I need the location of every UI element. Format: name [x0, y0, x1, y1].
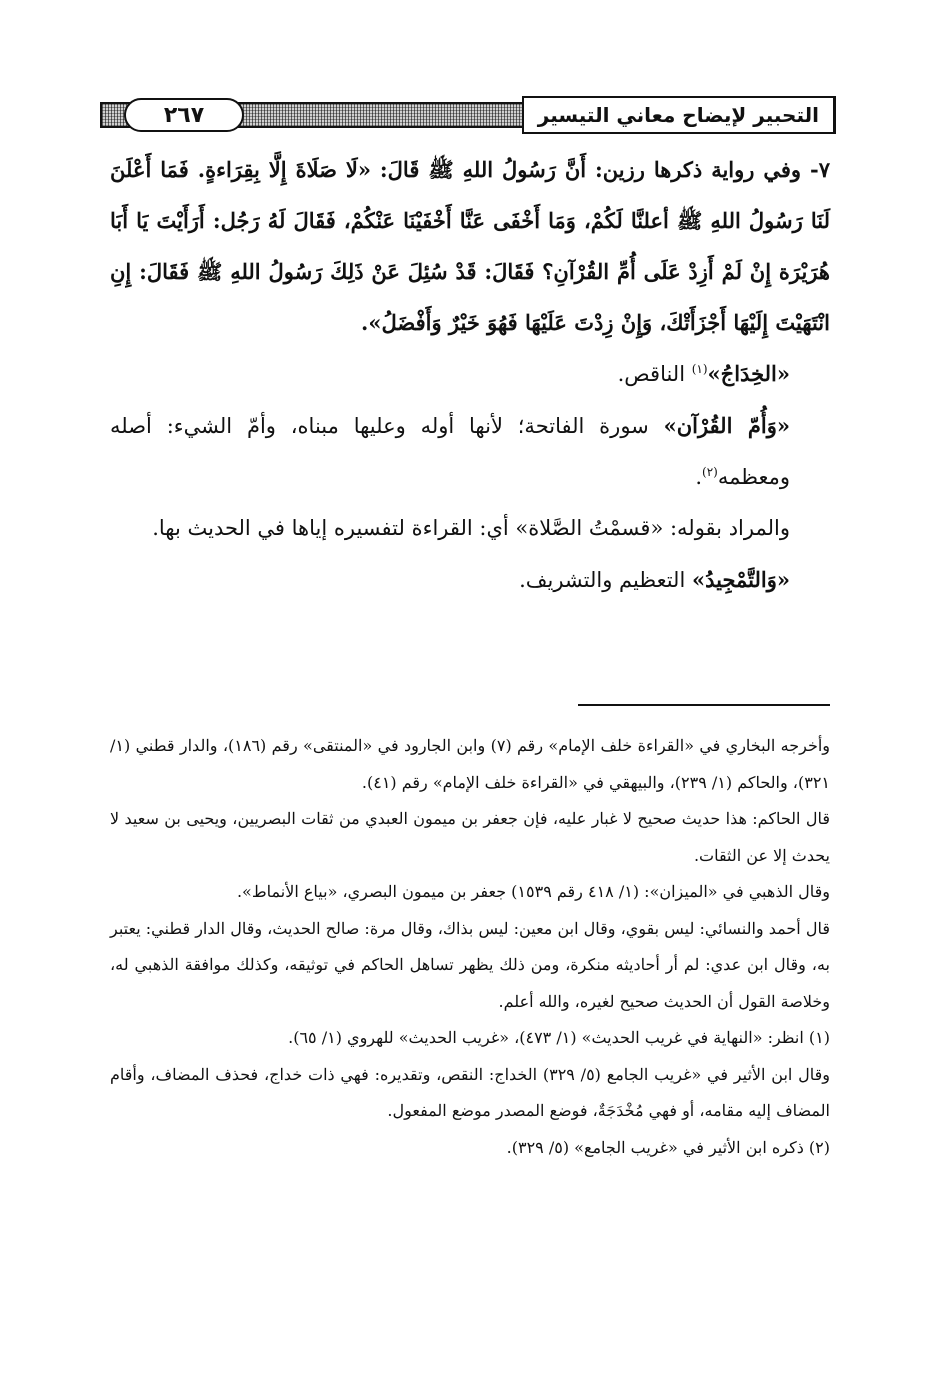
hadith-paragraph: ٧- وفي رواية ذكرها رزين: أَنَّ رَسُولُ اللهِ ﷺ قَالَ: «لَا صَلَاةَ إِلَّا بِقِرَاءةٍ. فَمَا أَعْلَنَ لَنَا رَسُولُ اللهِ ﷺ أعلنَّا لَكُمْ، وَمَا أَخْفَى عَنَّا أَخْفَيْنَا عَنْكُمْ، فَقَالَ لَهُ رَجُل: أَرَأَيْتَ يَا أَبَا هُرَيْرَة إِنْ لَمْ أَزِدْ عَلَى أُمِّ القُرْآنِ؟ فَقَالَ: قَدْ سُئِلَ عَنْ ذَلِكَ رَسُولُ اللهِ ﷺ فَقَالَ: إِنِ انْتَهَيْتَ إِلَيْهَا أَجْزَأَتْكَ، وَإِنْ زِدْتَ عَلَيْهَا فَهُوَ خَيْرٌ وَأَفْضَلُ».: [110, 157, 830, 335]
explanation-item: [110, 554, 830, 606]
explanation-text: التعظيم والتشريف.: [519, 568, 692, 592]
explanation-text: سورة الفاتحة؛ لأنها أوله وعليها مبناه، وأمّ الشيء: أصله ومعظمه: [110, 414, 790, 489]
footnote-paragraph: قال أحمد والنسائي: ليس بقوي، وقال ابن معين: ليس بذاك، وقال مرة: صالح الحديث، وقال الدار قطني: يعتبر به، وقال ابن عدي: لم أر أحاديثه منكرة، ومن ذلك يظهر تساهل الحاكم في توثيقه، وكذلك موافقة الذهبي له، وخلاصة القول أن الحديث صحيح لغيره، والله أعلم.: [110, 918, 830, 1011]
explanation-text: الناقص.: [617, 362, 692, 386]
footnote-paragraph: (٢) ذكره ابن الأثير في «غريب الجامع» (٥/ ٣٢٩).: [506, 1137, 830, 1157]
explanation-term: «وَأُمّ القُرْآن»: [663, 413, 790, 438]
explanation-item: [110, 503, 830, 554]
explanation-term: «وَالتَّمْجِيدُ»: [691, 567, 790, 592]
explanation-term: «الخِدَاجُ»: [707, 361, 790, 386]
footnote-paragraph: قال الحاكم: هذا حديث صحيح لا غبار عليه، فإن جعفر بن ميمون العبدي من ثقات البصريين، ويحيى بن سعيد لا يحدث إلا عن الثقات.: [110, 809, 830, 865]
footnote-paragraph: وقال ابن الأثير في «غريب الجامع (٥/ ٣٢٩) الخداج: النقص، وتقديره: فهي ذات خداج، فحذف المضاف، وأقام المضاف إليه مقامه، أو فهي مُخْدَجَةٌ، فوضع المصدر موضع المفعول.: [110, 1064, 830, 1120]
main-text: [110, 144, 830, 606]
footnote-paragraph: (١) انظر: «النهاية في غريب الحديث» (١/ ٤٧٣)، «غريب الحديث» للهروي (١/ ٦٥).: [288, 1028, 830, 1047]
footnote-paragraph: وأخرجه البخاري في «القراءة خلف الإمام» رقم (٧) وابن الجارود في «المنتقى» رقم (١٨٦)، والدار قطني (١/ ٣٢١)، والحاكم (١/ ٢٣٩)، والبيهقي في «القراءة خلف الإمام» رقم (٤١).: [110, 736, 831, 792]
footnote-paragraph: وقال الذهبي في «الميزان»: (١/ ٤١٨ رقم ١٥٣٩) جعفر بن ميمون البصري، «بياع الأنماط».: [236, 882, 830, 901]
footnote-ref: (١): [691, 362, 708, 376]
page-number: ٢٦٧: [124, 98, 244, 132]
footnote-ref: (٢): [702, 465, 718, 479]
explanation-text: والمراد بقوله: «قسمْتُ الصَّلاة» أي: القراءة لتفسيره إياها في الحديث بها.: [152, 516, 790, 540]
footnote-separator: [578, 704, 830, 706]
page-header: [100, 96, 836, 136]
explanation-item: [110, 400, 830, 503]
footnotes: [110, 728, 830, 1166]
explanation-item: [110, 348, 830, 400]
running-title: التحبير لإيضاح معاني التيسير: [522, 96, 836, 134]
explanation-text-end: .: [695, 465, 703, 489]
